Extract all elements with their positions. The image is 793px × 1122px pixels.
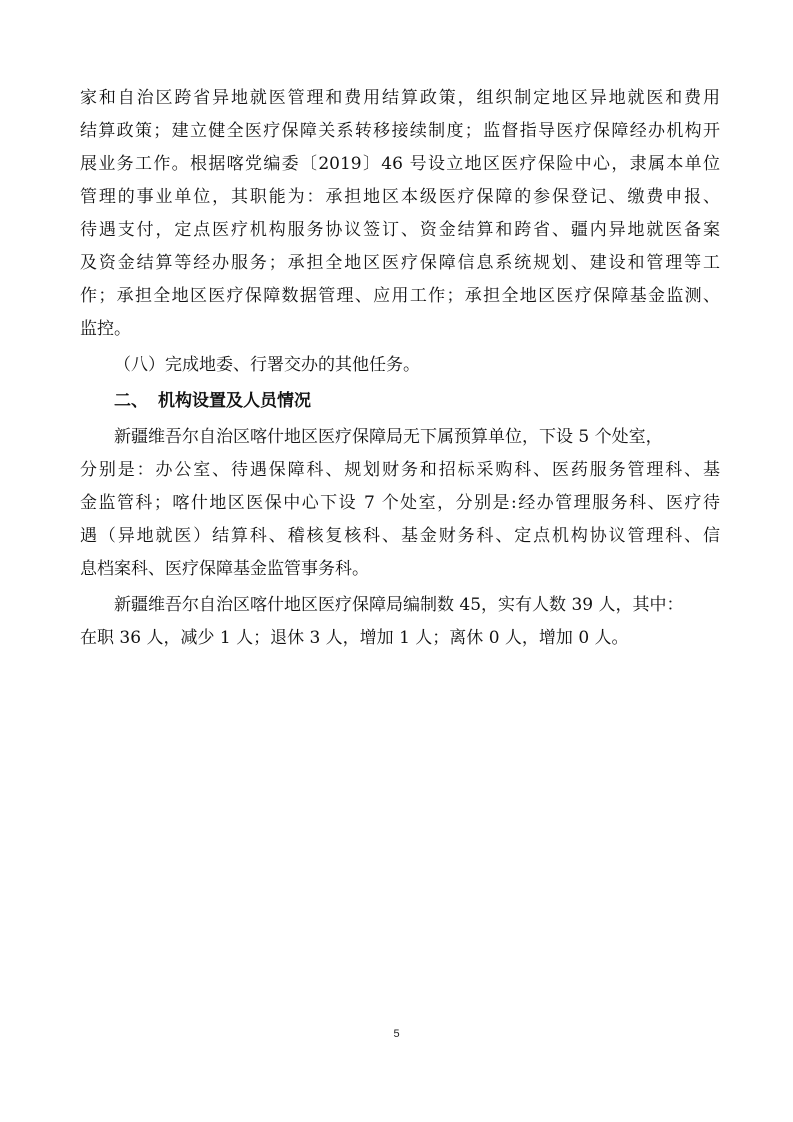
text-line: 展业务工作。根据喀党编委〔2019〕46 号设立地区医疗保险中心，隶属本单位 <box>80 154 720 174</box>
text-line: 待遇支付，定点医疗机构服务协议签订、资金结算和跨省、疆内异地就医备案 <box>80 220 720 240</box>
text-line: 监控。 <box>80 319 131 339</box>
section-heading <box>80 385 720 418</box>
paragraph-structure <box>80 421 720 586</box>
text-line: 遇（异地就医）结算科、稽核复核科、基金财务科、定点机构协议管理科、信 <box>80 526 720 546</box>
text-line: 在职 36 人，减少 1 人；退休 3 人，增加 1 人；离休 0 人，增加 0 人。 <box>80 628 629 648</box>
page-number: 5 <box>393 1028 400 1040</box>
text-line: 息档案科、医疗保障基金监管事务科。 <box>80 559 369 579</box>
text-line: 作；承担全地区医疗保障数据管理、应用工作；承担全地区医疗保障基金监测、 <box>80 286 720 306</box>
paragraph-staff <box>80 589 720 655</box>
paragraph-continued <box>80 82 720 346</box>
item-eight: （八）完成地委、行署交办的其他任务。 <box>114 355 420 375</box>
section-title: 机构设置及人员情况 <box>158 391 311 411</box>
text-line: 管理的事业单位，其职能为：承担地区本级医疗保障的参保登记、缴费申报、 <box>80 187 720 207</box>
text-line: 结算政策；建立健全医疗保障关系转移接续制度；监督指导医疗保障经办机构开 <box>80 121 720 141</box>
text-line: 及资金结算等经办服务；承担全地区医疗保障信息系统规划、建设和管理等工 <box>80 253 720 273</box>
document-body <box>80 82 720 655</box>
text-line: 金监管科；喀什地区医保中心下设 7 个处室，分别是:经办管理服务科、医疗待 <box>80 493 720 513</box>
text-line: 分别是：办公室、待遇保障科、规划财务和招标采购科、医药服务管理科、基 <box>80 460 720 480</box>
section-number: 二、 <box>114 391 148 411</box>
text-line: 家和自治区跨省异地就医管理和费用结算政策，组织制定地区异地就医和费用 <box>80 88 720 108</box>
text-line: 新疆维吾尔自治区喀什地区医疗保障局编制数 45，实有人数 39 人，其中： <box>114 595 684 615</box>
text-line: 新疆维吾尔自治区喀什地区医疗保障局无下属预算单位，下设 5 个处室， <box>114 427 663 447</box>
